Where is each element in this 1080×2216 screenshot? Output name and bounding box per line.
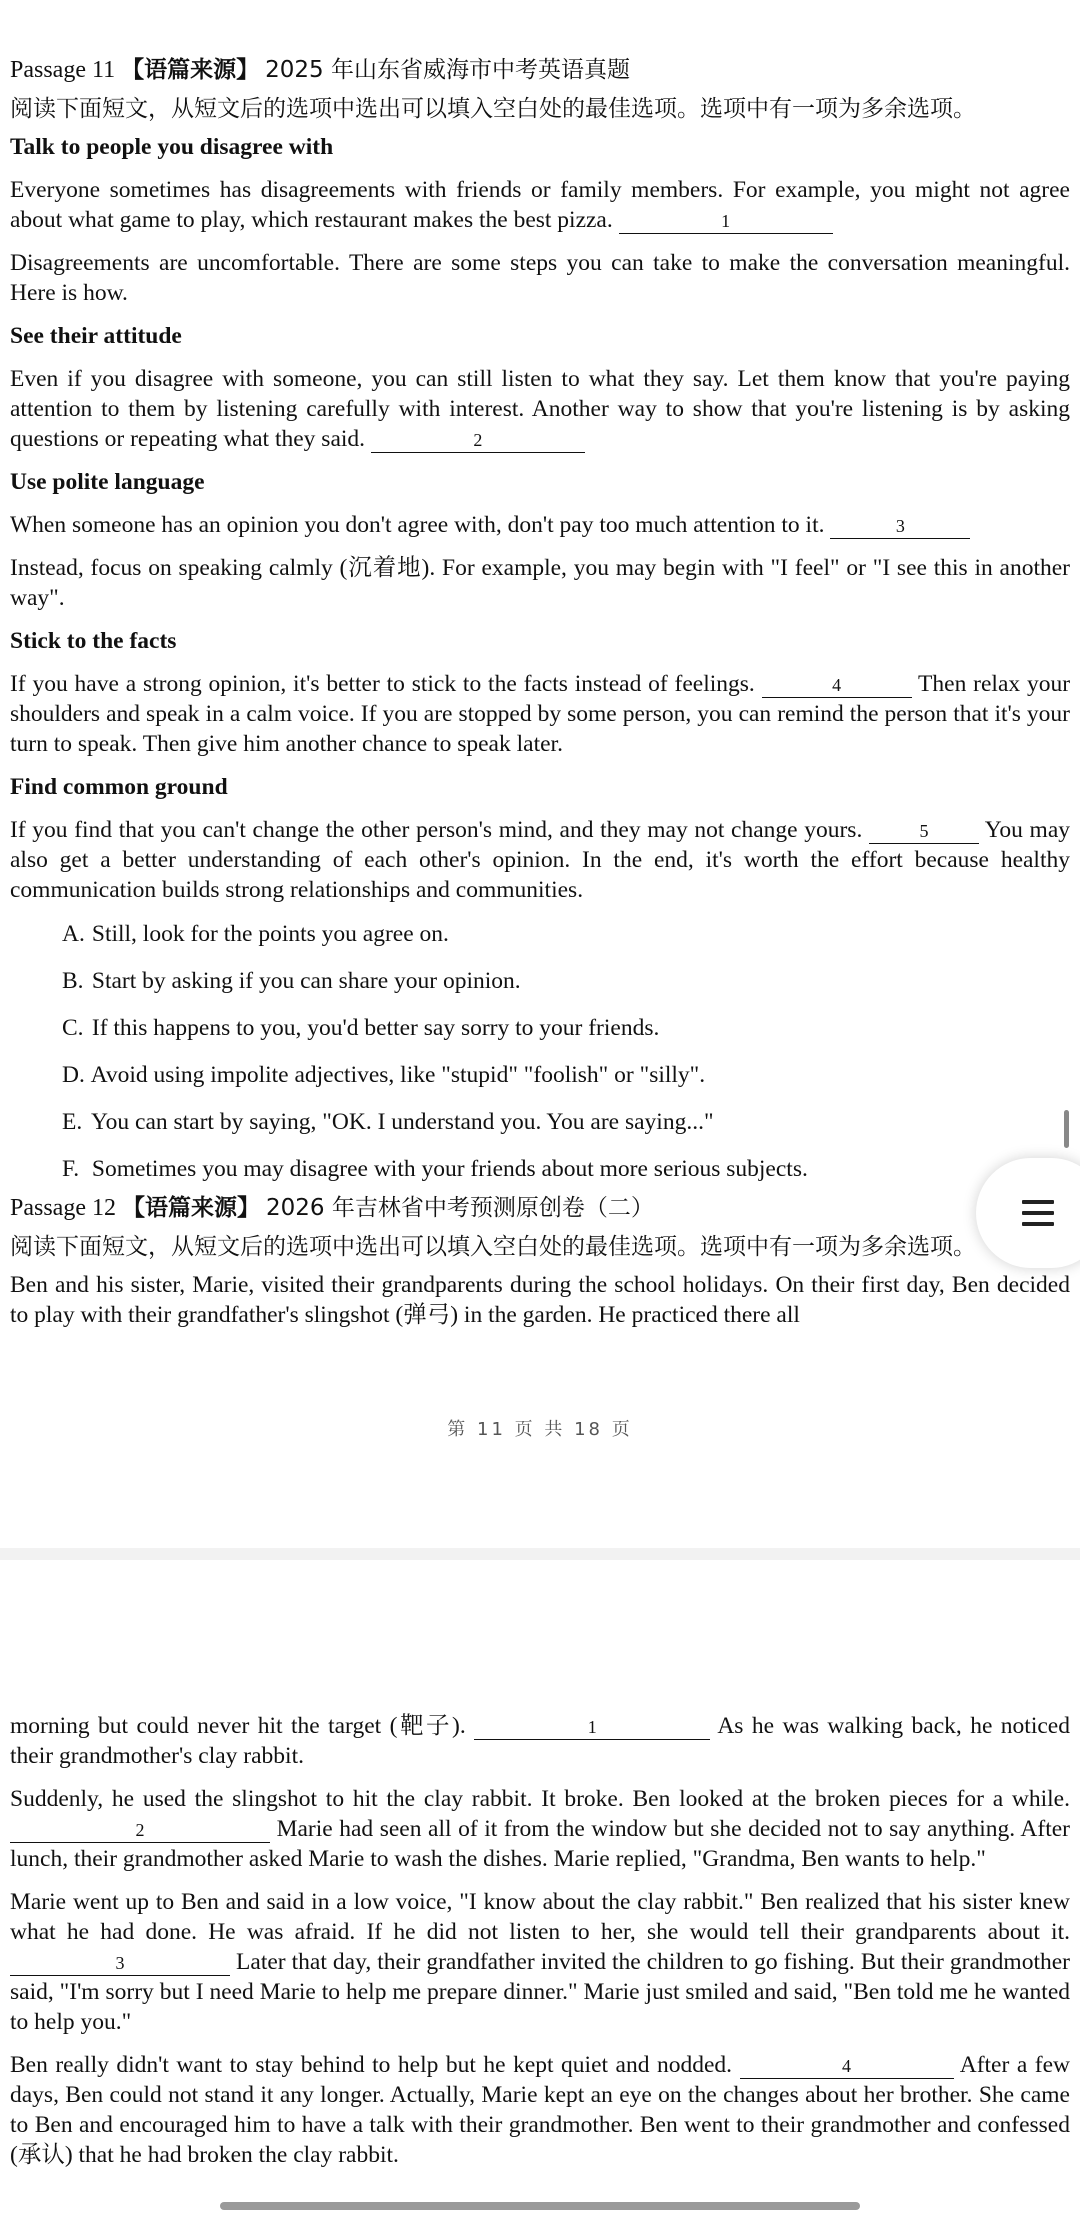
passage-11-source-line: [10, 54, 1070, 86]
paragraph: Suddenly, he used the slingshot to hit the clay rabbit. It broke. Ben looked at the broken pieces for a while. 2 Marie had seen all of it from the window but she decided not to say anything. After lunch, their grandmother asked Marie to wash the dishes. Marie replied, "Grandma, Ben wants to help.": [10, 1786, 1070, 1872]
paragraph: If you have a strong opinion, it's better to stick to the facts instead of feelings. 4 Then relax your shoulders and speak in a calm voice. If you are stopped by some person, you can remind the person that it's your turn to speak. Then give him another chance to speak later.: [10, 671, 1071, 757]
options-list: [10, 919, 1070, 1184]
document-page-12: [0, 1560, 1080, 2216]
paragraph: Everyone sometimes has disagreements with friends or family members. For example, you might not agree about what game to play, which restaurant makes the best pizza. 1: [10, 177, 1070, 233]
page-footer: 第 11 页 共 18 页: [447, 1419, 633, 1440]
paragraph: Ben really didn't want to stay behind to help but he kept quiet and nodded. 4 After a few days, Ben could not stand it any longer. Actually, Marie kept an eye on the changes about her brother. She came to Ben and encouraged him to have a talk with their grandmother. Ben went to their grandmother and confessed (承认) that he had broken the clay rabbit.: [10, 2052, 1070, 2168]
paragraph: Even if you disagree with someone, you can still listen to what they say. Let them know that you're paying attention to them by listening carefully with interest. Another way to show that you're listening is by asking questions or repeating what they said. 2: [10, 366, 1070, 452]
passage-12-source-line: [10, 1192, 1070, 1224]
answer-blank[interactable]: 2: [10, 1820, 270, 1843]
passage-number: Passage 11: [10, 57, 116, 83]
source-text: 2025 年山东省威海市中考英语真题: [265, 57, 630, 83]
section-heading: Use polite language: [10, 469, 205, 495]
hamburger-menu-icon: [1022, 1200, 1054, 1233]
answer-blank[interactable]: 3: [10, 1953, 230, 1976]
option-a: A. Still, look for the points you agree on.: [62, 921, 449, 947]
paragraph: Disagreements are uncomfortable. There are some steps you can take to make the conversation meaningful. Here is how.: [10, 250, 1070, 306]
paragraph: Instead, focus on speaking calmly (沉着地). For example, you may begin with "I feel" or "I see this in another way".: [10, 555, 1070, 611]
passage-number: Passage 12: [10, 1195, 116, 1221]
passage-title: Talk to people you disagree with: [10, 134, 334, 160]
paragraph: morning but could never hit the target (靶子). 1 As he was walking back, he noticed their grandmother's clay rabbit.: [10, 1713, 1070, 1769]
answer-blank[interactable]: 5: [869, 821, 979, 844]
answer-blank[interactable]: 4: [762, 675, 912, 698]
home-indicator-bar[interactable]: [220, 2202, 860, 2210]
source-tag: 【语篇来源】: [121, 1195, 260, 1221]
passage-11: [10, 54, 1070, 1330]
paragraph: Ben and his sister, Marie, visited their grandparents during the school holidays. On their first day, Ben decided to play with their grandfather's slingshot (弹弓) in the garden. He practiced there all: [10, 1272, 1070, 1328]
paragraph: If you find that you can't change the other person's mind, and they may not change yours. 5 You may also get a better understanding of each other's opinion. In the end, it's worth the effort because healthy communication builds strong relationships and communities.: [10, 817, 1070, 903]
paragraph: When someone has an opinion you don't agree with, don't pay too much attention to it. 3: [10, 510, 1070, 540]
source-tag: 【语篇来源】: [121, 57, 260, 83]
instruction: 阅读下面短文，从短文后的选项中选出可以填入空白处的最佳选项。选项中有一项为多余选项。: [10, 96, 976, 122]
answer-blank[interactable]: 1: [474, 1717, 710, 1740]
option-d: D. Avoid using impolite adjectives, like "stupid" "foolish" or "silly".: [62, 1062, 706, 1088]
answer-blank[interactable]: 3: [830, 516, 970, 539]
answer-blank[interactable]: 1: [619, 211, 833, 234]
passage-12-continued: [10, 1711, 1070, 2170]
option-b: B. Start by asking if you can share your opinion.: [62, 968, 521, 994]
scroll-indicator[interactable]: [1064, 1110, 1069, 1148]
page-divider: [0, 1548, 1080, 1560]
option-e: E. You can start by saying, "OK. I understand you. You are saying...": [62, 1109, 714, 1135]
answer-blank[interactable]: 4: [740, 2056, 954, 2079]
option-c: C. If this happens to you, you'd better say sorry to your friends.: [62, 1015, 660, 1041]
source-text: 2026 年吉林省中考预测原创卷（二）: [265, 1195, 654, 1221]
instruction: 阅读下面短文，从短文后的选项中选出可以填入空白处的最佳选项。选项中有一项为多余选项。: [10, 1234, 976, 1260]
option-f: F. Sometimes you may disagree with your friends about more serious subjects.: [62, 1156, 808, 1182]
answer-blank[interactable]: 2: [371, 430, 585, 453]
floating-menu-button[interactable]: [976, 1158, 1080, 1268]
passage-12: [10, 1192, 1070, 1330]
paragraph: Marie went up to Ben and said in a low voice, "I know about the clay rabbit." Ben realized that his sister knew what he had done. He was afraid. If he did not listen to her, she would tell their grandparents about it. 3 Later that day, their grandfather invited the children to go fishing. But their grandmother said, "I'm sorry but I need Marie to help me prepare dinner." Marie just smiled and said, "Ben told me he wanted to help you.": [10, 1889, 1070, 2035]
section-heading: Find common ground: [10, 774, 228, 800]
section-heading: Stick to the facts: [10, 628, 177, 654]
section-heading: See their attitude: [10, 323, 182, 349]
